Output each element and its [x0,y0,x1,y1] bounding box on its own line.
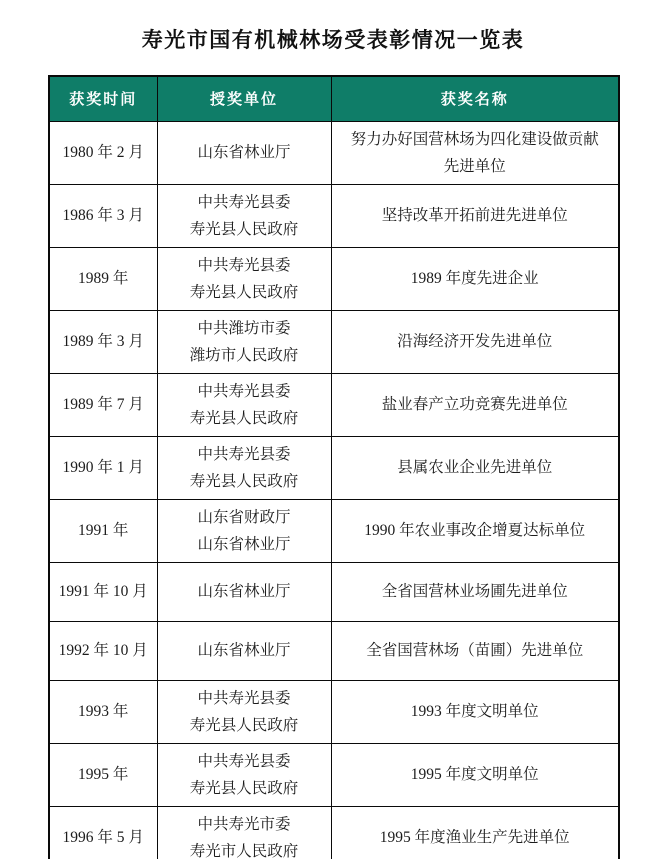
cell-line: 山东省林业厅 [197,144,291,161]
table-row [49,373,619,436]
cell-line: 山东省财政厅 [197,508,291,526]
cell-award-time [49,373,157,436]
awards-table-body [49,121,619,859]
cell-line: 1993 年 [78,703,129,720]
cell-line: 1993 年度文明单位 [410,703,539,720]
cell-award-name [331,310,619,373]
cell-line: 寿光市人民政府 [189,842,299,859]
table-header [49,76,619,121]
cell-line: 努力办好国营林场为四化建设做贡献 [350,130,599,148]
cell-line: 坚持改革开拓前进先进单位 [381,207,568,224]
table-row [49,310,619,373]
cell-line: 寿光县人民政府 [189,283,299,301]
cell-line: 1995 年 [78,766,129,783]
cell-line: 山东省林业厅 [197,642,291,659]
cell-award-time [49,184,157,247]
header-award-name: 获奖名称 [331,76,619,121]
cell-line: 1996 年 5 月 [62,829,144,846]
cell-line: 1989 年 [78,270,129,287]
table-row [49,806,619,859]
cell-award-name [331,184,619,247]
cell-line: 潍坊市人民政府 [189,346,299,364]
cell-award-time [49,621,157,680]
cell-award-name [331,621,619,680]
cell-line: 全省国营林场（苗圃）先进单位 [366,642,584,659]
cell-line: 寿光县人民政府 [189,220,299,238]
table-row [49,680,619,743]
cell-line: 中共寿光县委 [197,689,291,707]
cell-awarding-unit [157,562,331,621]
cell-line: 1989 年 3 月 [62,333,144,350]
cell-awarding-unit [157,373,331,436]
cell-line: 中共寿光市委 [197,815,291,833]
table-row [49,562,619,621]
cell-award-time [49,436,157,499]
cell-awarding-unit [157,743,331,806]
cell-line: 1989 年 7 月 [62,396,144,413]
cell-line: 中共潍坊市委 [197,319,291,337]
cell-award-name [331,247,619,310]
page-title: 寿光市国有机械林场受表彰情况一览表 [141,28,525,52]
cell-line: 1992 年 10 月 [58,642,148,659]
cell-awarding-unit [157,247,331,310]
header-awarding-unit: 授奖单位 [157,76,331,121]
cell-award-time [49,680,157,743]
table-row [49,247,619,310]
cell-line: 1991 年 [78,522,129,539]
cell-award-name [331,436,619,499]
cell-line: 寿光县人民政府 [189,716,299,734]
cell-line: 中共寿光县委 [197,382,291,400]
cell-line: 1995 年度渔业生产先进单位 [379,829,570,846]
cell-line: 中共寿光县委 [197,445,291,463]
cell-awarding-unit [157,806,331,859]
cell-line: 1991 年 10 月 [58,583,148,600]
cell-award-time [49,121,157,184]
cell-award-time [49,806,157,859]
header-row [49,76,619,121]
cell-line: 盐业春产立功竞赛先进单位 [381,396,568,413]
table-row [49,436,619,499]
cell-award-name [331,373,619,436]
cell-awarding-unit [157,184,331,247]
cell-line: 先进单位 [443,157,506,175]
cell-awarding-unit [157,436,331,499]
cell-awarding-unit [157,680,331,743]
table-row [49,621,619,680]
table-row [49,499,619,562]
cell-awarding-unit [157,621,331,680]
cell-line: 1995 年度文明单位 [410,766,539,783]
cell-line: 1990 年农业事改企增夏达标单位 [364,522,586,539]
cell-line: 县属农业企业先进单位 [397,459,553,476]
cell-award-name [331,121,619,184]
cell-awarding-unit [157,310,331,373]
table-row [49,184,619,247]
cell-award-name [331,680,619,743]
cell-line: 中共寿光县委 [197,256,291,274]
cell-award-time [49,743,157,806]
cell-line: 山东省林业厅 [197,583,291,600]
cell-award-time [49,247,157,310]
header-award-time: 获奖时间 [49,76,157,121]
cell-award-name [331,806,619,859]
cell-award-time [49,310,157,373]
cell-line: 1989 年度先进企业 [410,270,539,287]
cell-award-name [331,743,619,806]
cell-award-name [331,499,619,562]
cell-line: 山东省林业厅 [197,535,291,553]
cell-award-time [49,499,157,562]
cell-line: 1986 年 3 月 [62,207,144,224]
cell-awarding-unit [157,121,331,184]
awards-table [48,75,620,859]
cell-line: 全省国营林业场圃先进单位 [381,583,568,600]
cell-line: 沿海经济开发先进单位 [397,333,553,350]
cell-line: 中共寿光县委 [197,193,291,211]
cell-line: 寿光县人民政府 [189,409,299,427]
table-row [49,743,619,806]
cell-line: 寿光县人民政府 [189,779,299,797]
cell-award-name [331,562,619,621]
table-row [49,121,619,184]
cell-line: 寿光县人民政府 [189,472,299,490]
cell-line: 中共寿光县委 [197,752,291,770]
cell-line: 1980 年 2 月 [62,144,144,161]
cell-awarding-unit [157,499,331,562]
cell-line: 1990 年 1 月 [62,459,144,476]
cell-award-time [49,562,157,621]
